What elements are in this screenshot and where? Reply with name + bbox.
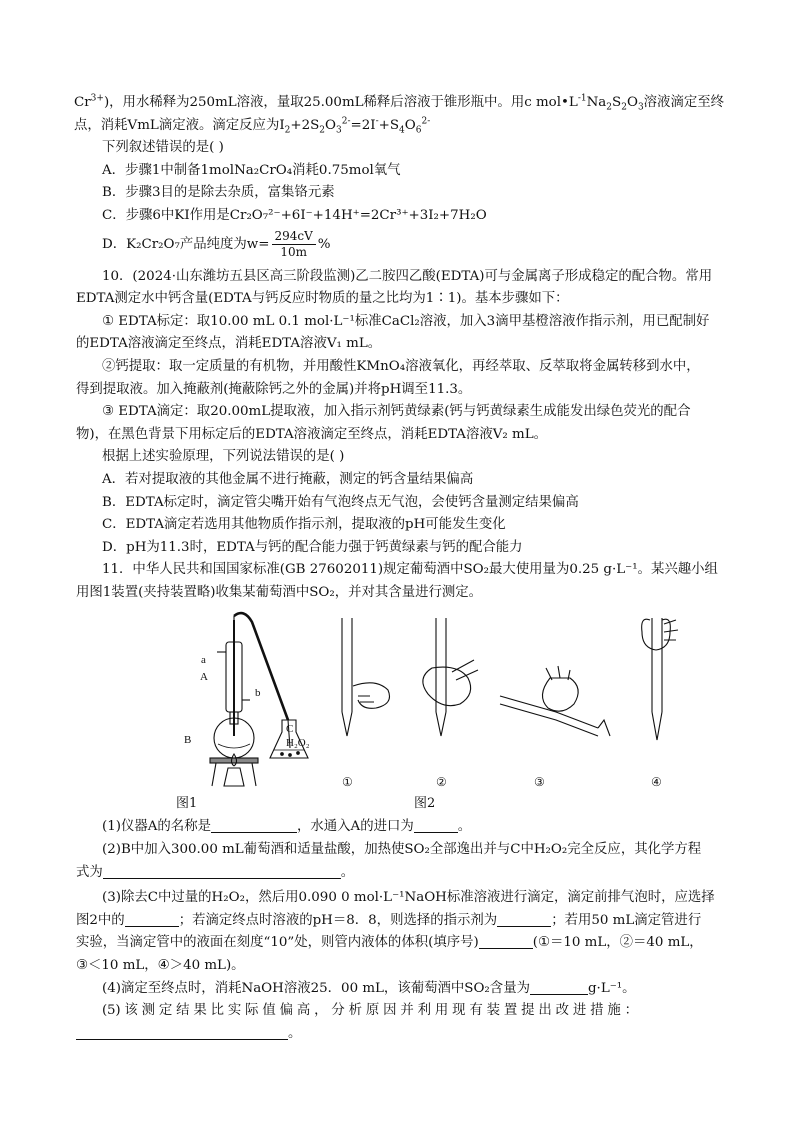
label-B: B — [184, 734, 192, 747]
hand — [423, 668, 471, 707]
step-2: ②钙提取：取一定质量的有机物，并用酸性KMnO₄溶液氧化，再经萃取、反萃取将金属转移到水中， — [102, 358, 700, 374]
figure-2-labels — [342, 775, 662, 789]
text: Na — [586, 95, 607, 110]
superscript: -1 — [577, 93, 587, 104]
answer-blank[interactable] — [479, 934, 533, 949]
text: 式为 — [76, 864, 103, 880]
answer-blank[interactable] — [76, 1025, 288, 1040]
option-d: D．pH为11.3时，EDTA与钙的配合能力强于钙黄绿素与钙的配合能力 — [102, 539, 523, 555]
label-C: C — [286, 723, 294, 736]
step-3: ③ EDTA滴定：取20.00mL提取液，加入指示剂钙黄绿素(钙与钙黄绿素生成能发出绿色荧光的配合 — [102, 404, 691, 420]
part-5-cont — [76, 1023, 724, 1046]
label-A: A — [200, 671, 208, 684]
subscript: 2 — [284, 125, 291, 136]
part-2-cont — [76, 862, 724, 885]
part-3-cont — [76, 932, 724, 955]
option-b: B．步骤3目的是除去杂质，富集铬元素 — [102, 185, 335, 201]
figure-1-caption: 图1 — [176, 796, 198, 812]
text: O — [404, 117, 416, 133]
figure-1-labels — [184, 654, 310, 749]
fraction — [272, 229, 316, 260]
text: +S — [378, 117, 400, 133]
part-4 — [76, 978, 724, 1001]
superscript: - — [375, 116, 379, 127]
label-4: ④ — [651, 775, 662, 790]
figure-2-burette-4 — [642, 618, 678, 740]
document-page — [76, 92, 724, 1045]
hand — [542, 678, 578, 711]
fraction-numerator: 294cV — [272, 229, 316, 245]
figure-1-apparatus — [210, 614, 308, 787]
text: Cr — [74, 95, 91, 110]
text: )，用水稀释为250mL溶液，量取25.00mL稀释后溶液于锥形瓶中。用c mol•L — [103, 95, 578, 110]
label-b: b — [255, 687, 261, 700]
answer-blank[interactable] — [125, 912, 179, 927]
superscript: 2- — [421, 116, 431, 127]
question-stem: 根据上述实验原理，下列说法错误的是( ) — [102, 449, 345, 465]
answer-blank[interactable] — [497, 912, 551, 927]
subscript: 6 — [415, 125, 422, 136]
option-b: B．EDTA标定时，滴定管尖嘴开始有气泡终点无气泡，会使钙含量测定结果偏高 — [102, 494, 579, 510]
question-11-title: 11．中华人民共和国国家标准(GB 27602011)规定葡萄酒中SO₂最大使用量为0.25 g·L⁻¹。某兴趣小组 — [102, 562, 718, 578]
text: (1)仪器A的名称是 — [102, 819, 211, 835]
subscript: 2 — [606, 102, 613, 113]
text: O — [626, 95, 638, 110]
text: (①＝10 mL，②＝40 mL， — [532, 935, 703, 951]
burner — [224, 768, 244, 786]
figure-2-burette-3 — [500, 666, 610, 736]
text: =2I — [350, 117, 376, 133]
step-1: ① EDTA标定：取10.00 mL 0.1 mol·L⁻¹标准CaCl₂溶液，加入3滴甲基橙溶液作指示剂，用已配制好 — [102, 313, 710, 329]
part-1 — [76, 816, 724, 839]
text: g·L⁻¹。 — [587, 980, 636, 996]
option-d — [76, 228, 724, 262]
answer-blank[interactable] — [103, 864, 341, 879]
answer-blank[interactable] — [530, 980, 588, 995]
label-1: ① — [342, 775, 353, 790]
subscript: 3 — [336, 125, 342, 136]
superscript: 3+ — [90, 93, 104, 104]
option-d-text: D．K₂Cr₂O₇产品纯度为w= — [102, 236, 270, 252]
subscript: 4 — [399, 125, 405, 136]
fraction-denominator: 10m — [280, 244, 307, 259]
text-line: 用图1装置(夹持装置略)收集某葡萄酒中SO₂，并对其含量进行测定。 — [76, 584, 483, 600]
step-1-cont: 的EDTA溶液滴定至终点，消耗EDTA溶液V₁ mL。 — [76, 336, 382, 352]
text: S — [612, 95, 622, 110]
text: 溶液滴定至终 — [643, 95, 725, 110]
tilted-burette — [500, 696, 598, 728]
step-3-cont: 物)，在黑色背景下用标定后的EDTA溶液滴定至终点，消耗EDTA溶液V₂ mL。 — [76, 426, 548, 442]
figure-2-burette-2 — [423, 618, 478, 736]
text-line: EDTA测定水中钙含量(EDTA与钙反应时物质的量之比均为1∶1)。基本步骤如下： — [76, 291, 569, 307]
part-3-cont: ③＜10 mL，④＞40 mL)。 — [76, 958, 245, 974]
part-2: (2)B中加入300.00 mL葡萄酒和适量盐酸，加热使SO₂全部逸出并与C中H₂O₂完全反应，其化学方程 — [102, 842, 702, 858]
part-3-cont — [76, 910, 724, 933]
text: 。 — [340, 864, 355, 880]
part-3: (3)除去C中过量的H₂O₂，然后用0.090 0 mol·L⁻¹NaOH标准溶液进行滴定，滴定前排气泡时，应选择 — [102, 890, 715, 906]
text: O — [325, 117, 337, 133]
option-c: C．步骤6中KI作用是Cr₂O₇²⁻+6I⁻+14H⁺=2Cr³⁺+3I₂+7H₂O — [102, 207, 487, 223]
option-c: C．EDTA滴定若选用其他物质作指示剂，提取液的pH可能发生变化 — [102, 517, 506, 533]
option-a: A．步骤1中制备1molNa₂CrO₄消耗0.75mol氧气 — [102, 162, 401, 178]
subscript: 2 — [621, 102, 627, 113]
label-a: a — [201, 654, 206, 667]
question-10-title: 10．(2024·山东潍坊五县区高三阶段监测)乙二胺四乙酸(EDTA)可与金属离子形成稳定的配合物。常用 — [102, 268, 713, 284]
apparatus-figure — [76, 608, 724, 792]
text: 。 — [288, 1025, 302, 1041]
text: 点，消耗VmL滴定液。滴定反应为I — [74, 117, 285, 133]
option-a: A．若对提取液的其他金属不进行掩蔽，测定的钙含量结果偏高 — [102, 471, 474, 487]
label-h2o2: H₂O₂ — [286, 737, 310, 750]
text: ，水通入A的进口为 — [296, 819, 414, 835]
percent-sign: % — [317, 236, 331, 252]
figure-area — [76, 608, 724, 816]
subscript: 2 — [319, 125, 326, 136]
answer-blank[interactable] — [414, 818, 458, 833]
text: +2S — [290, 117, 320, 133]
label-3: ③ — [534, 775, 545, 790]
step-2-cont: 得到提取液。加入掩蔽剂(掩蔽除钙之外的金属)并将pH调至11.3。 — [76, 381, 472, 397]
part-5: (5) 该 测 定 结 果 比 实 际 值 偏 高 ， 分 析 原 因 并 利 用 现 有 装 置 提 出 改 进 措 施 ： — [102, 1003, 638, 1019]
text: 图2中的 — [76, 912, 125, 928]
superscript: 2- — [341, 116, 351, 127]
text: ；若用50 mL滴定管进行 — [551, 912, 702, 928]
figure-2-burette-1 — [342, 618, 390, 736]
text-line — [74, 92, 724, 115]
answer-blank[interactable] — [211, 818, 297, 833]
text-line — [74, 115, 724, 138]
question-stem: 下列叙述错误的是( ) — [102, 140, 224, 156]
figure-2-caption: 图2 — [414, 796, 436, 812]
text: 实验，当滴定管中的液面在刻度“10”处，则管内液体的体积(填序号) — [76, 935, 479, 951]
subscript: 3 — [637, 102, 644, 113]
text: (4)滴定至终点时，消耗NaOH溶液25．00 mL，该葡萄酒中SO₂含量为 — [102, 980, 530, 996]
text: ；若滴定终点时溶液的pH＝8．8，则选择的指示剂为 — [178, 912, 498, 928]
label-2: ② — [436, 775, 447, 790]
text: 。 — [457, 819, 472, 835]
